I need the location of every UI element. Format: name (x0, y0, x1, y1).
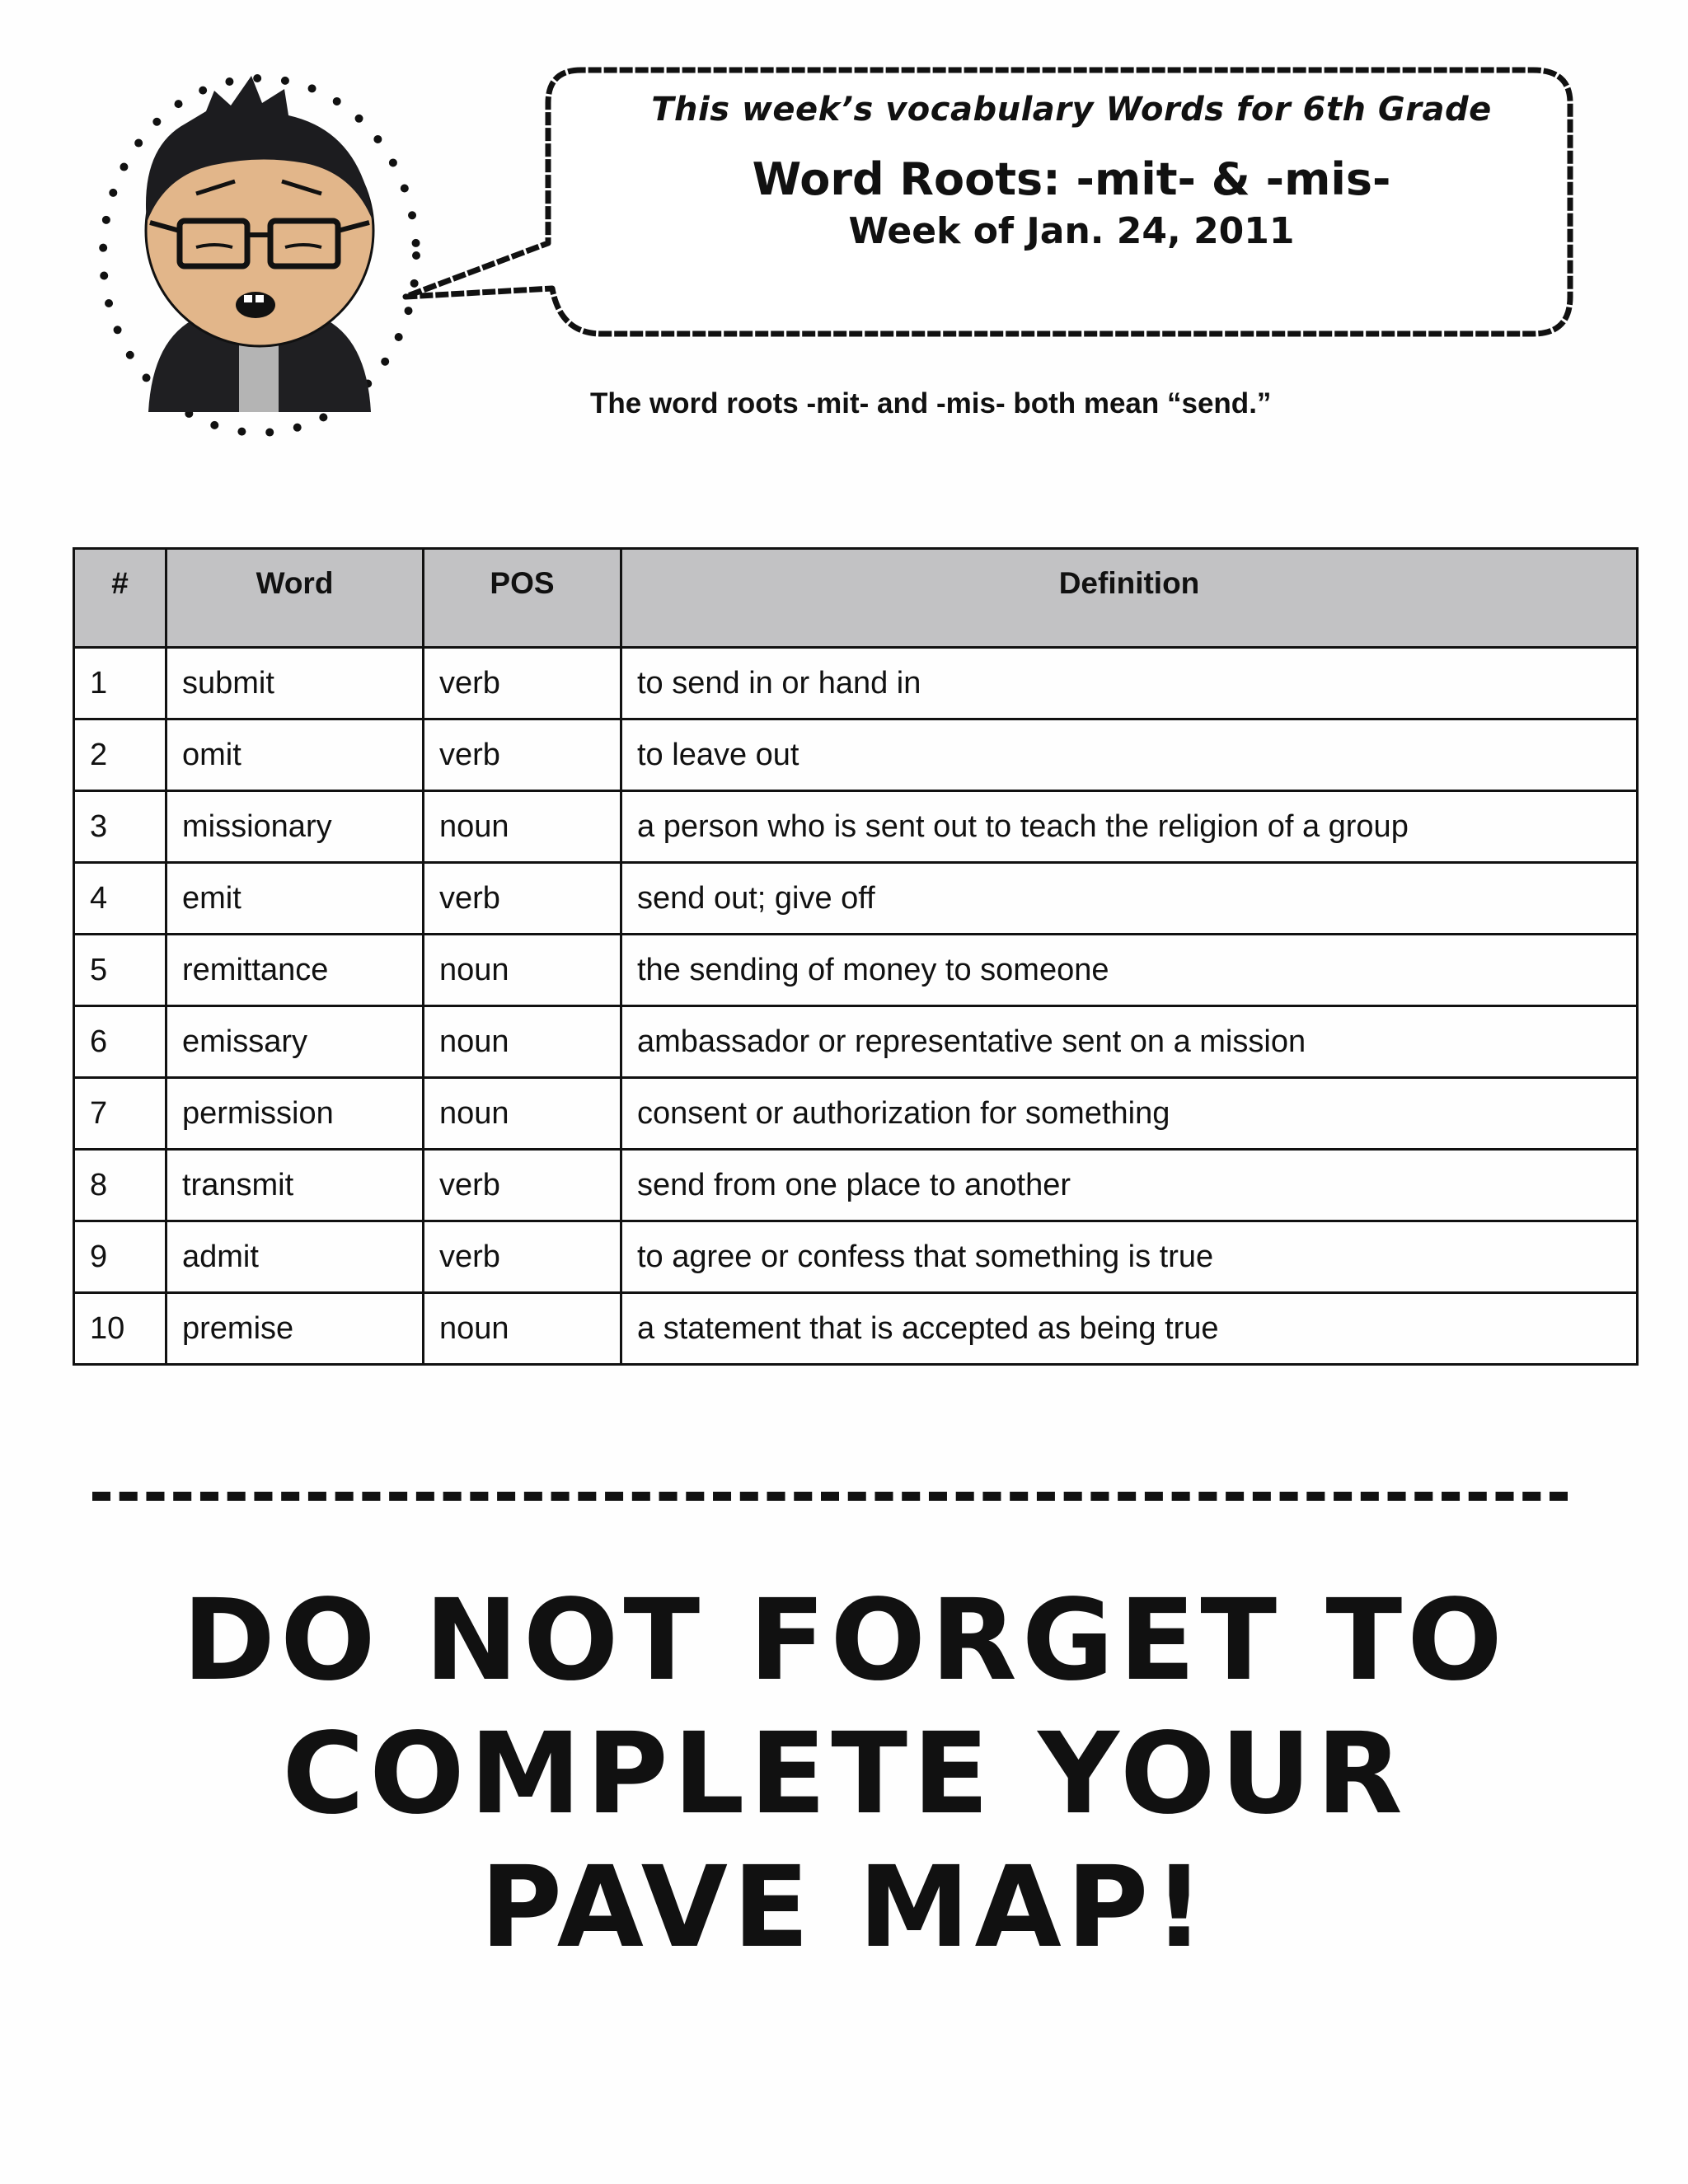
row-number: 5 (74, 935, 166, 1006)
table-row (74, 1221, 1638, 1293)
table-row (74, 1293, 1638, 1365)
weekly-vocab-title: This week’s vocabulary Words for 6th Grade (651, 91, 1492, 129)
header-word: Word (166, 549, 424, 648)
row-number: 10 (74, 1293, 166, 1365)
row-definition: a statement that is accepted as being true (621, 1293, 1638, 1365)
header-number: # (74, 549, 166, 648)
row-definition: send out; give off (621, 863, 1638, 935)
teacher-avatar-icon (91, 58, 437, 445)
intro-sentence: The word roots -mit- and -mis- both mean “send.” (590, 387, 1272, 419)
table-row (74, 863, 1638, 935)
row-word: transmit (166, 1150, 424, 1221)
word-roots-title: Word Roots: -mit- & -mis- (752, 153, 1391, 205)
row-pos: verb (424, 863, 621, 935)
row-pos: verb (424, 1221, 621, 1293)
reminder-line-3: PAVE MAP! (480, 1843, 1210, 1973)
table-row (74, 648, 1638, 719)
row-pos: verb (424, 1150, 621, 1221)
row-definition: send from one place to another (621, 1150, 1638, 1221)
row-number: 9 (74, 1221, 166, 1293)
row-definition: consent or authorization for something (621, 1078, 1638, 1150)
table-header-row (74, 549, 1638, 648)
dashed-divider (92, 1492, 1568, 1501)
table-row (74, 1078, 1638, 1150)
row-number: 7 (74, 1078, 166, 1150)
table-row (74, 1150, 1638, 1221)
reminder-line-1: DO NOT FORGET TO (182, 1576, 1507, 1706)
week-date: Week of Jan. 24, 2011 (848, 210, 1295, 252)
table-row (74, 719, 1638, 791)
row-definition: to agree or confess that something is true (621, 1221, 1638, 1293)
vocabulary-table (73, 547, 1639, 1366)
row-word: premise (166, 1293, 424, 1365)
row-word: omit (166, 719, 424, 791)
row-word: emit (166, 863, 424, 935)
row-definition: ambassador or representative sent on a mission (621, 1006, 1638, 1078)
row-definition: to leave out (621, 719, 1638, 791)
row-definition: a person who is sent out to teach the religion of a group (621, 791, 1638, 863)
row-word: remittance (166, 935, 424, 1006)
header-definition: Definition (621, 549, 1638, 648)
row-pos: noun (424, 1293, 621, 1365)
row-word: admit (166, 1221, 424, 1293)
row-pos: noun (424, 1006, 621, 1078)
row-pos: verb (424, 648, 621, 719)
table-row (74, 791, 1638, 863)
row-number: 1 (74, 648, 166, 719)
row-definition: to send in or hand in (621, 648, 1638, 719)
row-number: 8 (74, 1150, 166, 1221)
table-row (74, 935, 1638, 1006)
pave-map-reminder (165, 1574, 1525, 1975)
row-word: missionary (166, 791, 424, 863)
row-word: submit (166, 648, 424, 719)
row-number: 3 (74, 791, 166, 863)
reminder-line-2: COMPLETE YOUR (282, 1709, 1408, 1840)
row-number: 4 (74, 863, 166, 935)
row-word: emissary (166, 1006, 424, 1078)
row-number: 2 (74, 719, 166, 791)
row-pos: noun (424, 1078, 621, 1150)
row-number: 6 (74, 1006, 166, 1078)
bubble-heading (560, 66, 1582, 252)
row-pos: noun (424, 791, 621, 863)
header-pos: POS (424, 549, 621, 648)
table-row (74, 1006, 1638, 1078)
row-definition: the sending of money to someone (621, 935, 1638, 1006)
row-pos: noun (424, 935, 621, 1006)
row-pos: verb (424, 719, 621, 791)
row-word: permission (166, 1078, 424, 1150)
